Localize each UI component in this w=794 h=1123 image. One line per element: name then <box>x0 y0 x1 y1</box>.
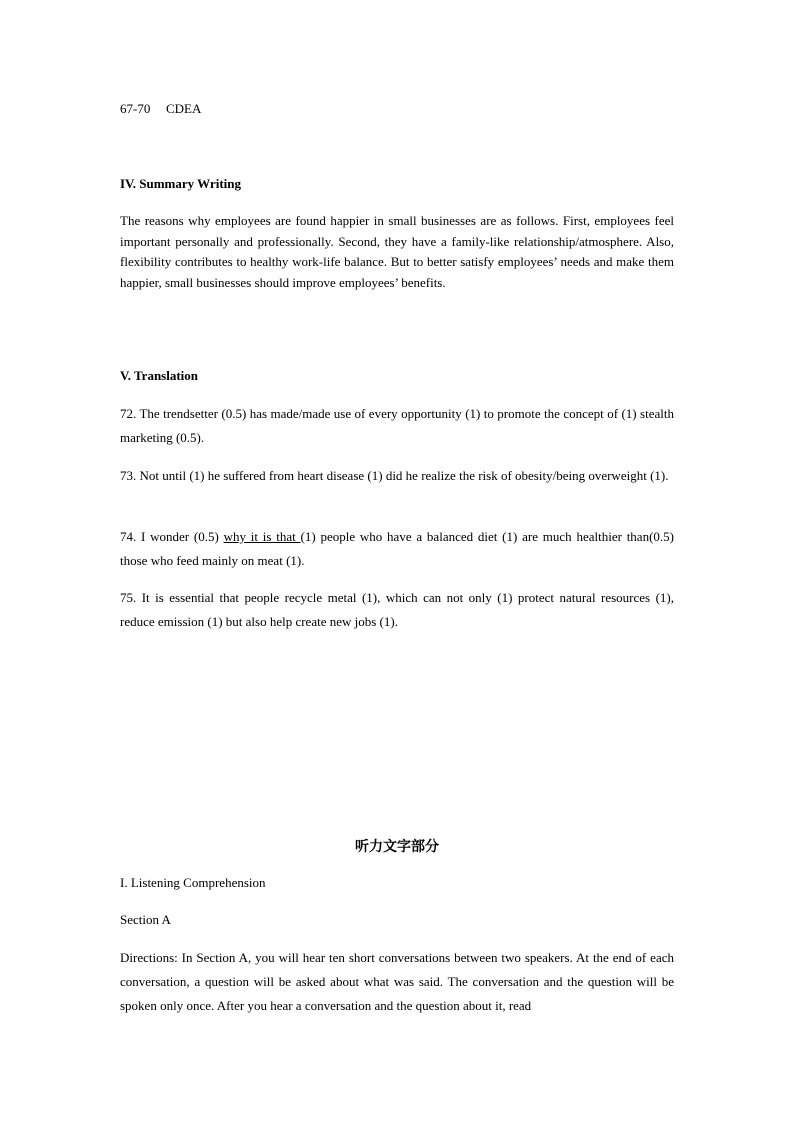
summary-writing-heading: IV. Summary Writing <box>120 176 241 191</box>
listening-comprehension-heading: I. Listening Comprehension <box>120 875 266 890</box>
listening-script-title: 听力文字部分 <box>355 839 439 855</box>
answer-letters: CDEA <box>166 101 202 116</box>
answer-range: 67-70 <box>120 101 151 116</box>
translation-item-72: 72. The trendsetter (0.5) has made/made use of every opportunity (1) to promote the concept of (1) stealth marketing (0.5). <box>120 406 674 445</box>
translation-item-75: 75. It is essential that people recycle metal (1), which can not only (1) protect natural resources (1), reduce emission (1) but also help create new jobs (1). <box>120 590 674 629</box>
item-74-start: 74. I wonder (0.5) <box>120 529 224 544</box>
translation-item-73: 73. Not until (1) he suffered from heart disease (1) did he realize the risk of obesity/being overweight (1). <box>120 468 669 483</box>
section-a-heading: Section A <box>120 912 171 927</box>
answer-key-line <box>120 101 674 117</box>
directions-paragraph: Directions: In Section A, you will hear ten short conversations between two speakers. At the end of each conversation, a question will be asked about what was said. The conversation and the question will be spoken only once. After you hear a conversation and the question about it, read <box>120 950 674 1013</box>
translation-item-74 <box>120 525 674 573</box>
item-74-underlined-phrase: why it is that <box>223 529 301 544</box>
summary-paragraph: The reasons why employees are found happier in small businesses are as follows. First, employees feel important personally and professionally. Second, they have a family-like relationship/atmosphere. Also, flexibility contributes to healthy work-life balance. But to better satisfy employees’ needs and make them happier, small businesses should improve employees’ benefits. <box>120 213 674 290</box>
translation-heading: V. Translation <box>120 368 199 383</box>
item-74-end: (1) people who have a balanced diet (1) are much healthier than(0.5) those who feed mainly on meat (1). <box>120 529 674 568</box>
document-page <box>120 0 674 1123</box>
